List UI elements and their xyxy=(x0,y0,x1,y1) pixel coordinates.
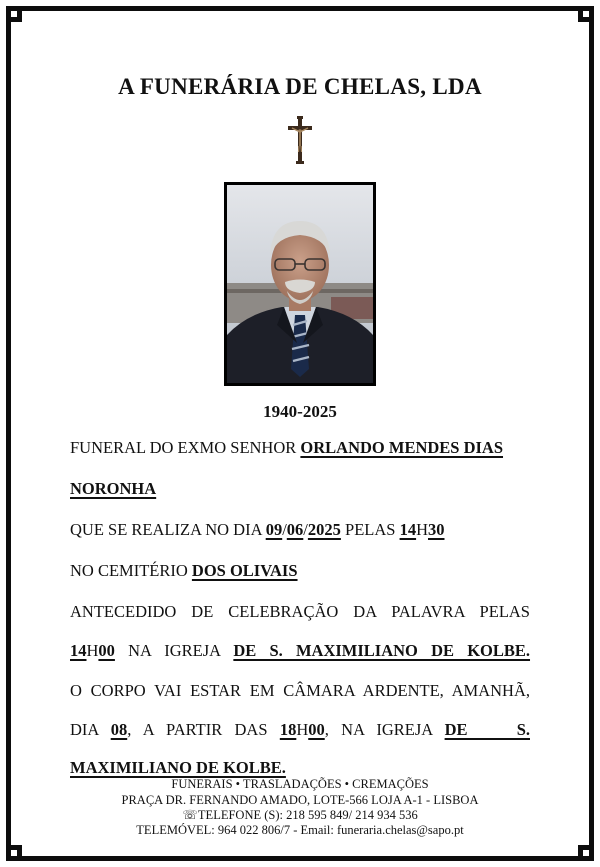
notice-line-6 xyxy=(70,641,530,661)
wake-hour: 18 xyxy=(279,720,297,739)
notice-line-2 xyxy=(70,479,530,499)
deceased-name: ORLANDO MENDES DIAS xyxy=(300,438,504,457)
funeral-minutes: 30 xyxy=(428,520,445,539)
date-separator: / xyxy=(282,520,287,539)
notice-line-7 xyxy=(70,681,530,701)
corner-bottom-right xyxy=(578,845,594,861)
footer-mobile-email: TELEMÓVEL: 964 022 806/7 - Email: funeraria.chelas@sapo.pt xyxy=(136,823,464,837)
church-name: DE S. MAXIMILIANO DE KOLBE. xyxy=(233,641,531,660)
notice-text: QUE SE REALIZA NO DIA xyxy=(70,520,266,539)
notice-text: FUNERAL DO EXMO SENHOR xyxy=(70,438,301,457)
church-name: DE S. xyxy=(444,720,530,739)
border-bottom xyxy=(14,856,586,861)
hour-marker: H xyxy=(296,720,309,739)
footer-address: PRAÇA DR. FERNANDO AMADO, LOTE-566 LOJA A-1 - LISBOA xyxy=(121,793,479,807)
footer-phone-line xyxy=(0,808,600,823)
crucifix-icon xyxy=(286,116,314,169)
notice-text: ANTECEDIDO DE CELEBRAÇÃO DA PALAVRA PELAS xyxy=(70,602,530,621)
portrait-photo xyxy=(224,182,376,386)
notice-line-4 xyxy=(70,561,530,581)
notice-line-5 xyxy=(70,602,530,622)
corner-bottom-left xyxy=(6,845,22,861)
date-separator: / xyxy=(303,520,308,539)
ceremony-minutes: 00 xyxy=(98,641,115,660)
telephone-icon: ☏ xyxy=(182,808,198,822)
funeral-hour: 14 xyxy=(399,520,417,539)
notice-line-3 xyxy=(70,520,530,540)
notice-text: NA IGREJA xyxy=(114,641,234,660)
ceremony-hour: 14 xyxy=(70,641,87,660)
border-right xyxy=(589,14,594,853)
corner-top-right xyxy=(578,6,594,22)
hour-marker: H xyxy=(86,641,99,660)
wake-minutes: 00 xyxy=(308,720,325,739)
notice-text: DIA xyxy=(70,720,111,739)
deceased-surname: NORONHA xyxy=(70,479,157,498)
church-name-continued: MAXIMILIANO DE KOLBE. xyxy=(70,758,286,777)
border-top xyxy=(14,6,586,11)
notice-text: NO CEMITÉRIO xyxy=(70,561,192,580)
notice-line-8 xyxy=(70,720,530,740)
notice-text: PELAS xyxy=(340,520,400,539)
funeral-day: 09 xyxy=(265,520,283,539)
cemetery-name: DOS OLIVAIS xyxy=(191,561,298,580)
footer-services: FUNERAIS • TRASLADAÇÕES • CREMAÇÕES xyxy=(171,777,429,791)
notice-line-1 xyxy=(70,438,530,458)
notice-line-9 xyxy=(70,758,530,778)
footer-phone: TELEFONE (S): 218 595 849/ 214 934 536 xyxy=(197,808,418,822)
company-title: A FUNERÁRIA DE CHELAS, LDA xyxy=(118,74,482,99)
notice-text: , A PARTIR DAS xyxy=(127,720,280,739)
border-left xyxy=(6,14,11,853)
corner-top-left xyxy=(6,6,22,22)
portrait-image xyxy=(227,185,373,383)
notice-text: , NA IGREJA xyxy=(324,720,445,739)
funeral-year: 2025 xyxy=(307,520,341,539)
wake-day: 08 xyxy=(110,720,128,739)
funeral-month: 06 xyxy=(286,520,304,539)
hour-marker: H xyxy=(416,520,428,539)
notice-text: O CORPO VAI ESTAR EM CÂMARA ARDENTE, AMANHÃ, xyxy=(70,681,530,700)
birth-death-years: 1940-2025 xyxy=(263,402,337,421)
